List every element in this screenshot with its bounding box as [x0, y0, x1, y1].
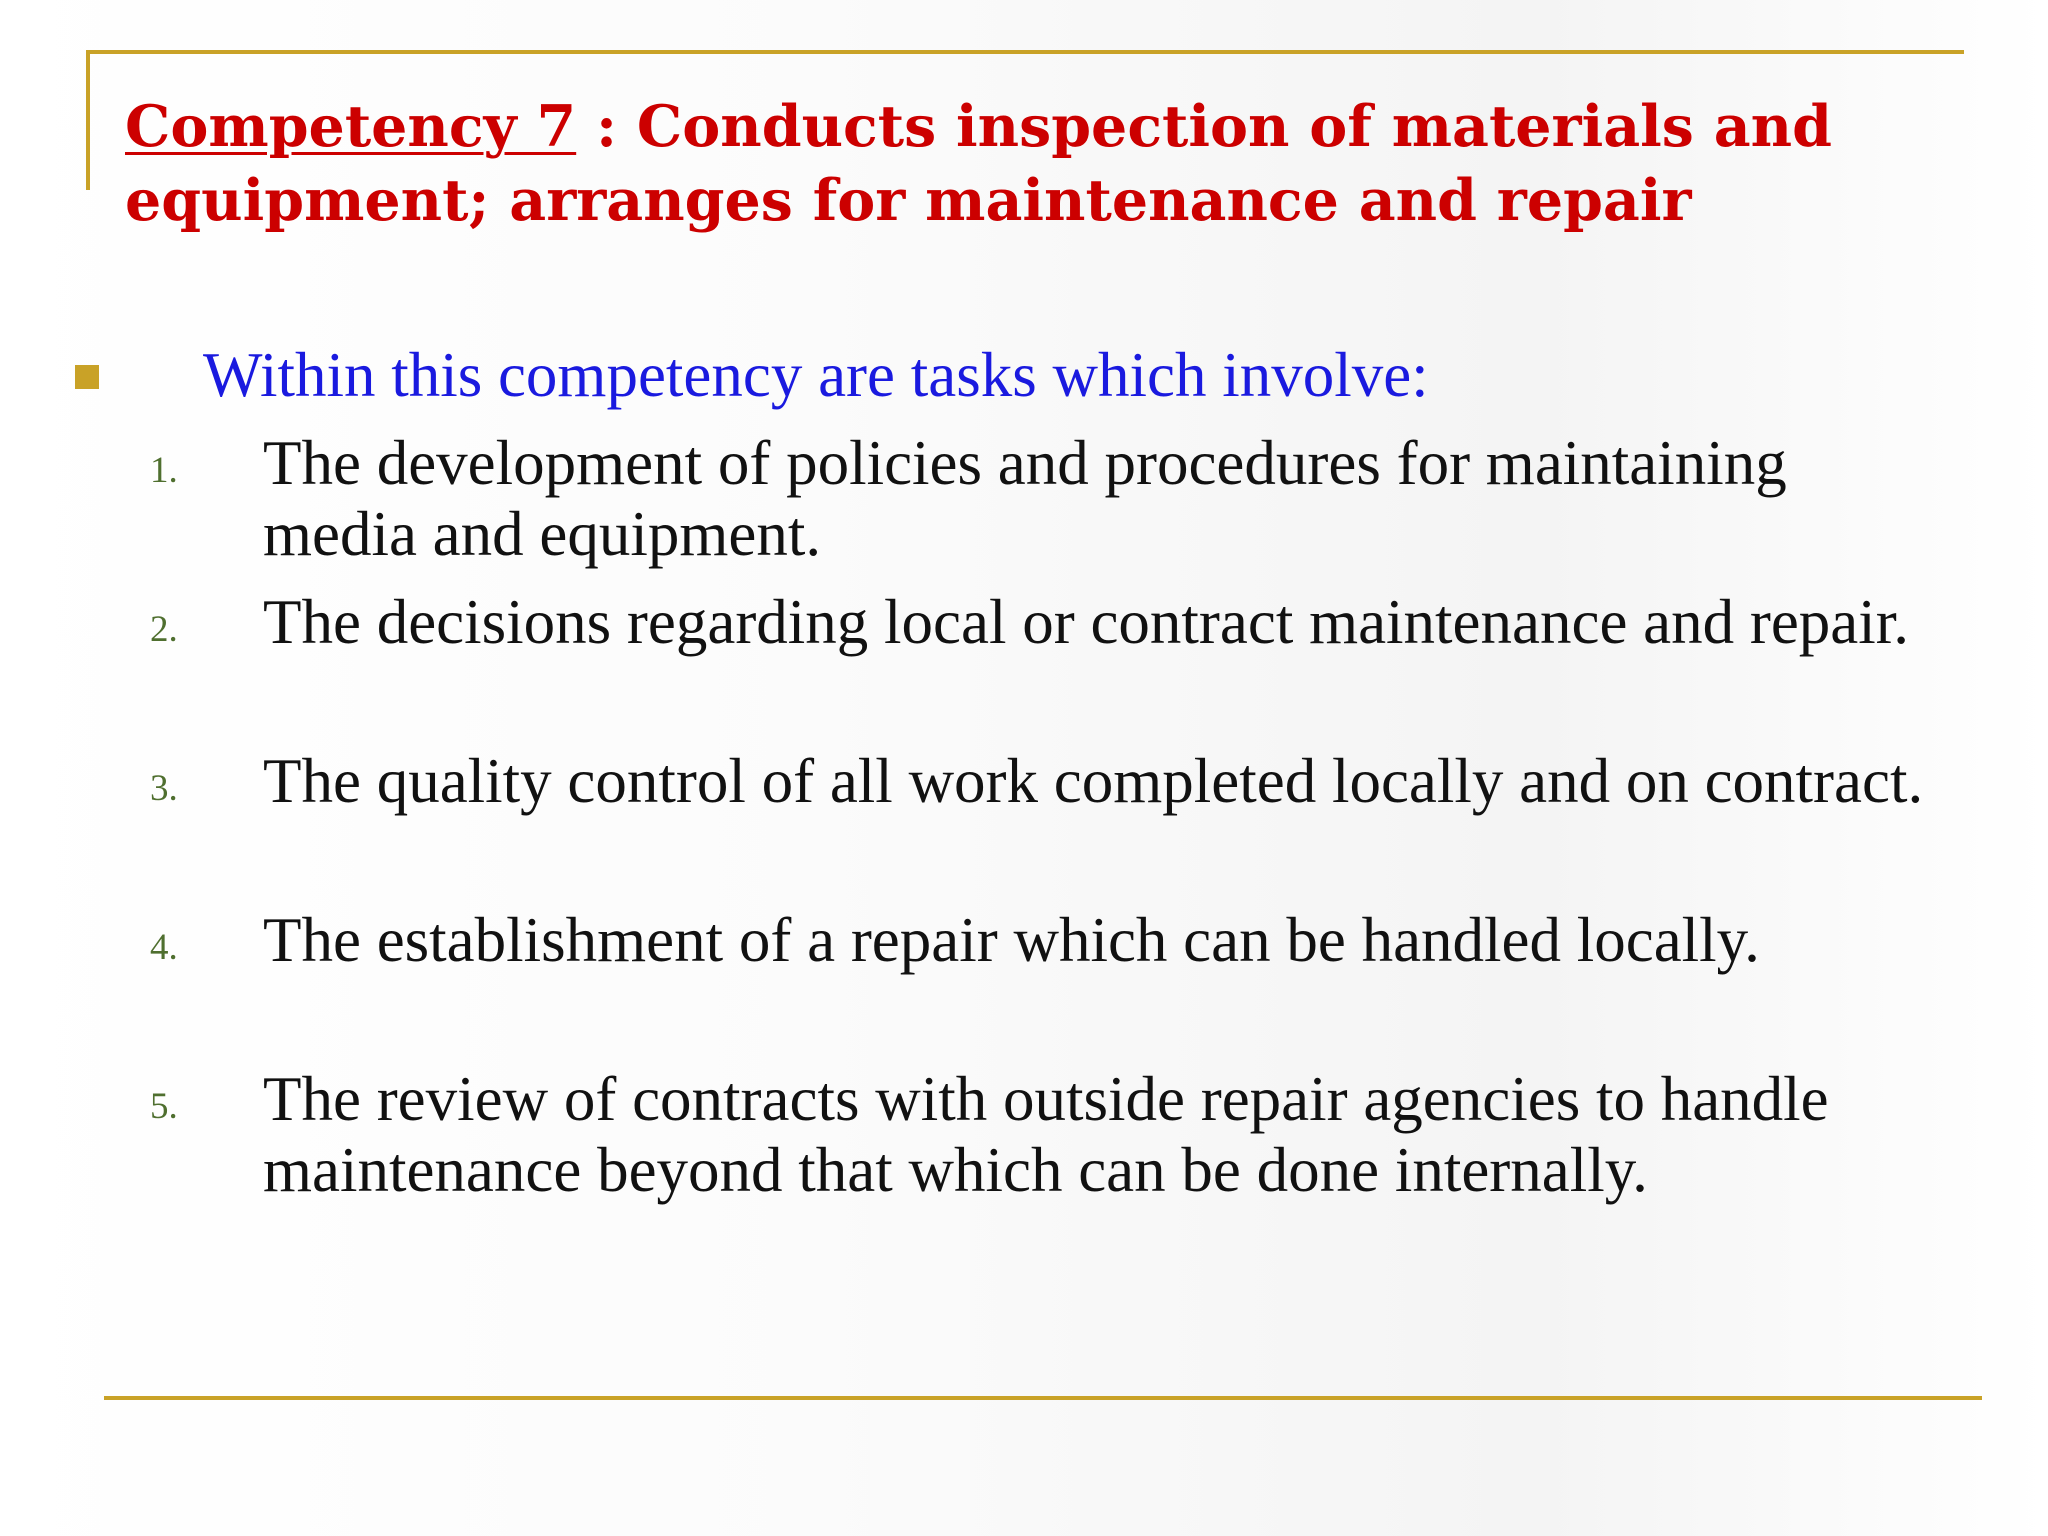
- list-item-number: 4.: [150, 927, 178, 968]
- list-item-text: The establishment of a repair which can be handled locally.: [263, 905, 1760, 975]
- intro-text: Within this competency are tasks which involve:: [203, 340, 1429, 410]
- list-item-number: 5.: [150, 1086, 178, 1127]
- competency-link[interactable]: Competency 7: [125, 93, 577, 160]
- list-item-text: The review of contracts with outside repair agencies to handle maintenance beyond that which can be done internally.: [263, 1064, 1829, 1205]
- title-text: : Conducts inspection of materials and equipment; arranges for maintenance and repair: [125, 93, 1832, 234]
- list-item-number: 3.: [150, 768, 178, 809]
- list-item-text: The decisions regarding local or contract maintenance and repair.: [263, 587, 1910, 657]
- frame-bottom-rule: [104, 1396, 1982, 1400]
- list-item-text: The development of policies and procedures for maintaining media and equipment.: [263, 428, 1787, 569]
- list-item-text: The quality control of all work completed locally and on contract.: [263, 746, 1924, 816]
- list-item-number: 1.: [150, 450, 178, 491]
- list-item-number: 2.: [150, 609, 178, 650]
